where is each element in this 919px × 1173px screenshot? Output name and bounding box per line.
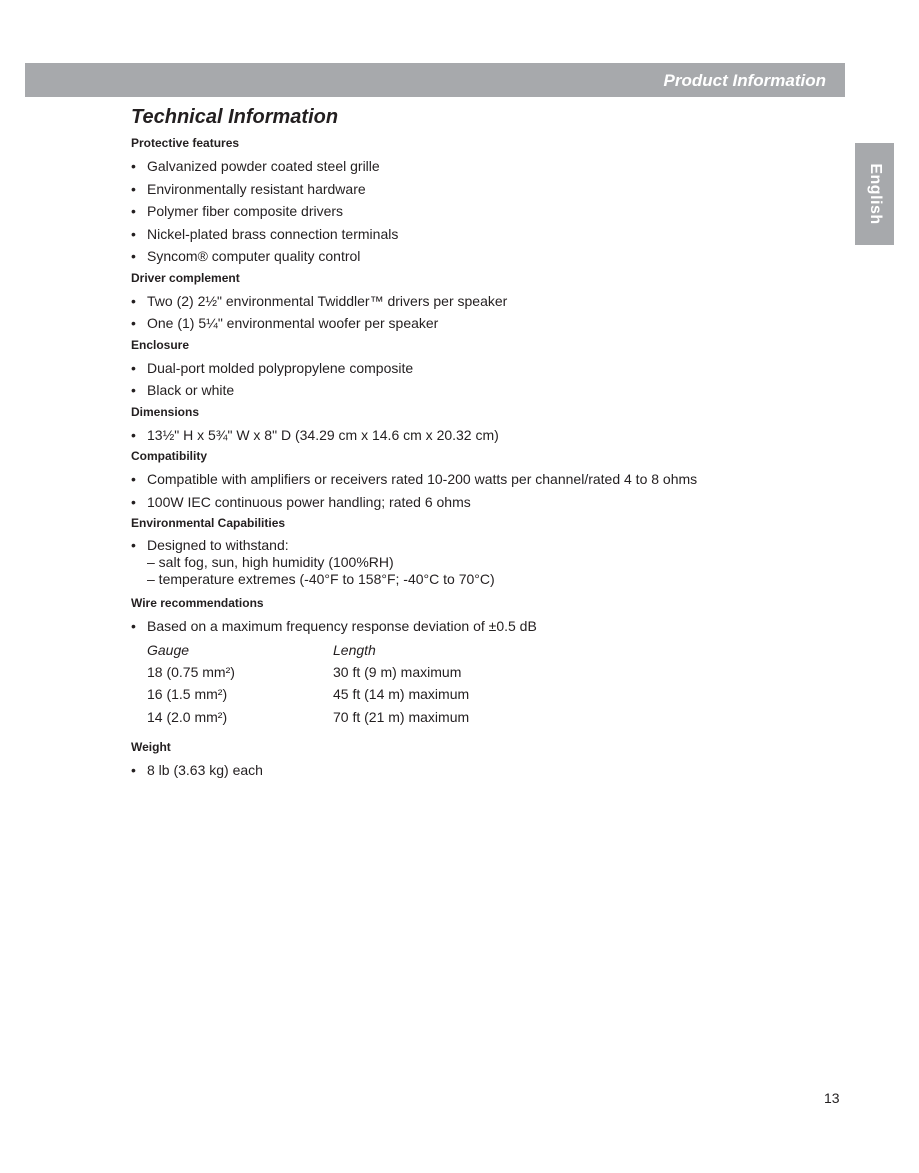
list-item: • Syncom® computer quality control xyxy=(131,246,771,269)
list-item: • Environmentally resistant hardware xyxy=(131,179,771,202)
list-item: • Dual-port molded polypropylene composite xyxy=(131,358,771,381)
column-header: Length xyxy=(333,641,376,658)
sub-item: – salt fog, sun, high humidity (100%RH) xyxy=(147,554,394,570)
language-tab xyxy=(855,143,894,245)
list-item: • 13½" H x 5¾" W x 8" D (34.29 cm x 14.6 cm x 20.32 cm) xyxy=(131,425,771,448)
section-header-bar xyxy=(25,63,845,97)
gauge-cell: 14 (2.0 mm²) xyxy=(147,708,228,725)
gauge-cell: 16 (1.5 mm²) xyxy=(147,686,228,703)
section-heading: Enclosure xyxy=(131,337,190,352)
section-heading: Compatibility xyxy=(131,449,208,463)
table-row xyxy=(147,683,469,706)
gauge-cell: 18 (0.75 mm²) xyxy=(147,663,235,680)
length-cell: 70 ft (21 m) maximum xyxy=(333,708,470,725)
sub-item: – temperature extremes (-40°F to 158°F; -40°C to 70°C) xyxy=(147,571,495,587)
content xyxy=(131,106,771,783)
list-item: • Compatible with amplifiers or receivers rated 10-200 watts per channel/rated 4 to 8 ohms xyxy=(131,469,771,492)
list-item: • 100W IEC continuous power handling; rated 6 ohms xyxy=(131,492,771,515)
section-heading: Dimensions xyxy=(131,404,200,419)
section-title: Product Information xyxy=(663,71,826,90)
list-item: • 8 lb (3.63 kg) each xyxy=(131,760,771,783)
column-header: Gauge xyxy=(147,641,190,658)
list-item: • Galvanized powder coated steel grille xyxy=(131,156,771,179)
section-heading: Driver complement xyxy=(131,270,240,285)
section-heading: Environmental Capabilities xyxy=(131,516,286,530)
section-heading: Weight xyxy=(131,740,171,754)
list-item xyxy=(131,536,771,588)
language-label: English xyxy=(866,163,884,225)
section-heading: Wire recommendations xyxy=(131,596,264,610)
list-item: • Nickel-plated brass connection terminals xyxy=(131,224,771,247)
list-item: • Based on a maximum frequency response deviation of ±0.5 dB xyxy=(131,616,771,639)
length-cell: 30 ft (9 m) maximum xyxy=(333,663,462,680)
list-item: • Two (2) 2½" environmental Twiddler™ drivers per speaker xyxy=(131,291,771,314)
section-heading: Protective features xyxy=(131,136,240,150)
page-title: Technical Information xyxy=(131,106,339,128)
list-item: • Polymer fiber composite drivers xyxy=(131,201,771,224)
wire-table xyxy=(147,639,469,729)
page-number: 13 xyxy=(824,1090,840,1106)
table-row xyxy=(147,661,469,684)
list-item: • One (1) 5¼" environmental woofer per speaker xyxy=(131,313,771,336)
list-item: • Black or white xyxy=(131,380,771,403)
length-cell: 45 ft (14 m) maximum xyxy=(333,686,470,703)
list-item-text: Designed to withstand: xyxy=(147,537,289,553)
table-row xyxy=(147,706,469,729)
